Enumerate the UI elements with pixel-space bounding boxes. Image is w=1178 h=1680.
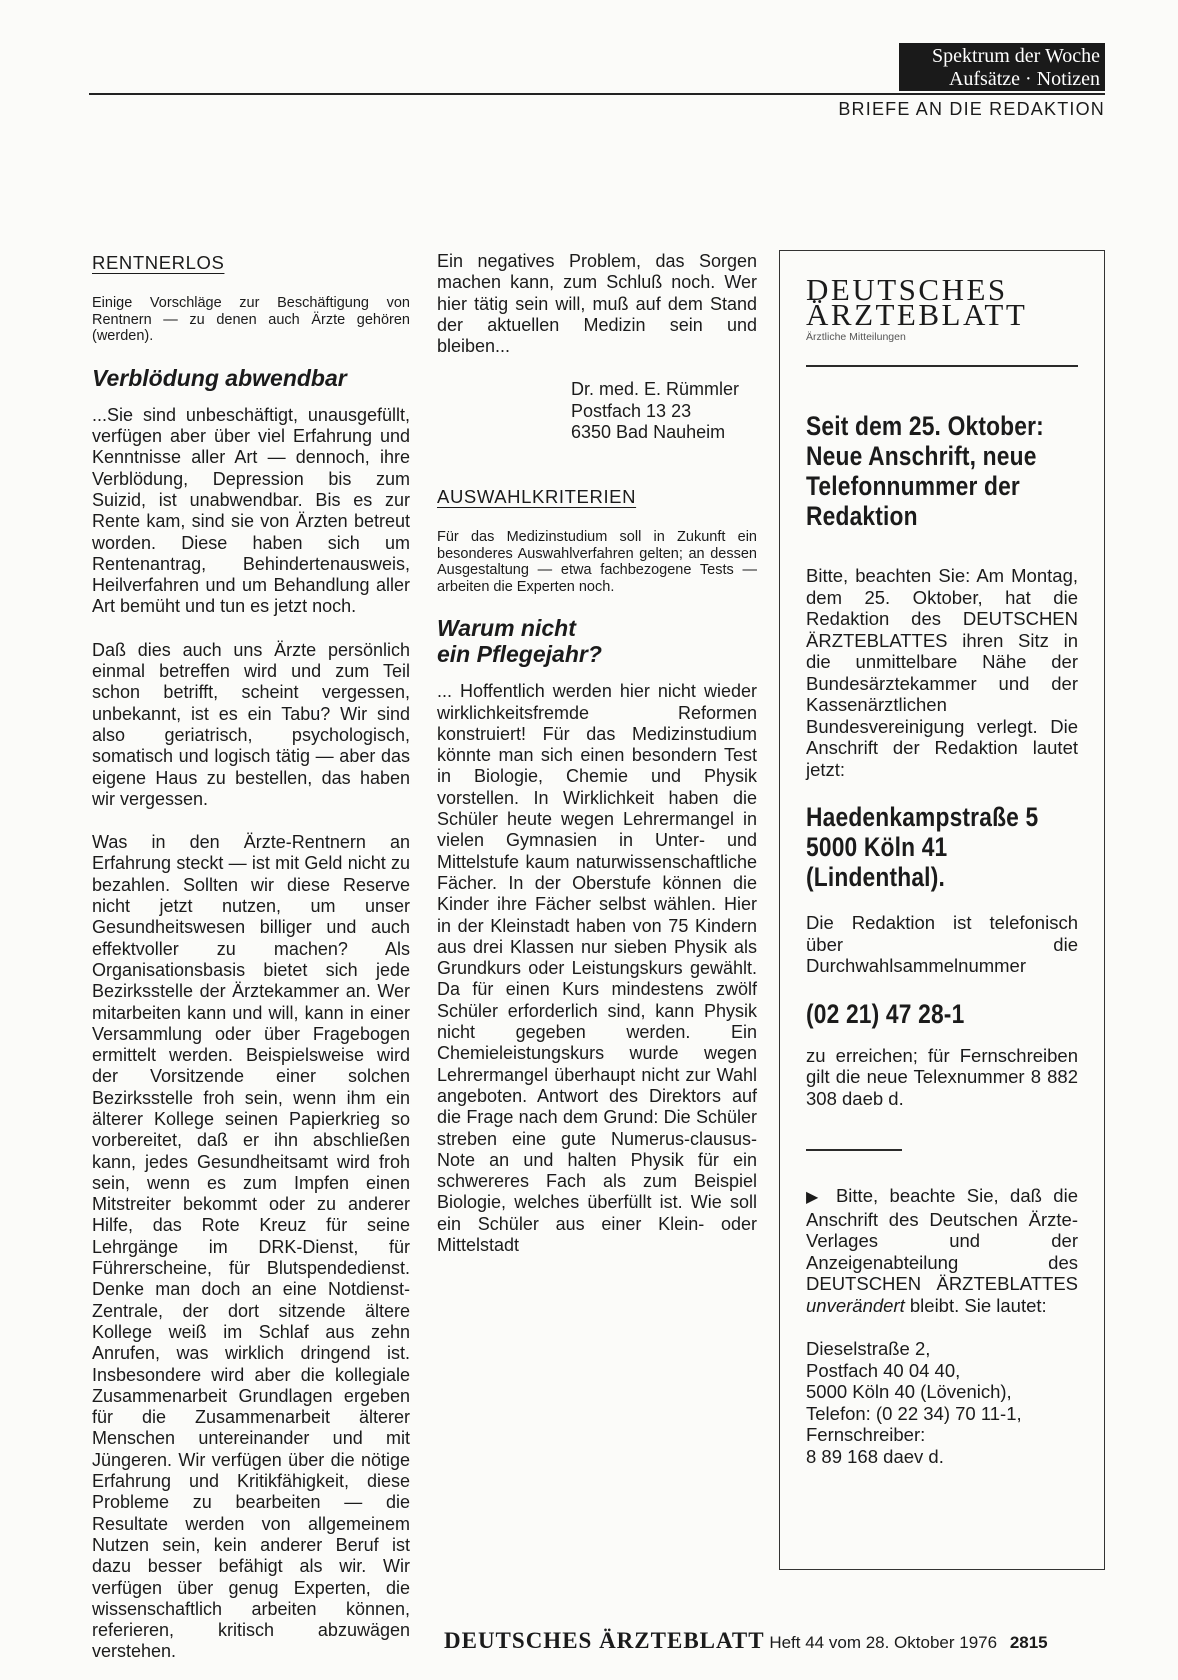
publisher-address-line4: Telefon: (0 22 34) 70 11-1,: [806, 1402, 1022, 1424]
header-rule: [89, 93, 1105, 95]
notice-paragraph-4-tail: bleibt. Sie lautet:: [909, 1294, 1047, 1316]
publisher-address-line3: 5000 Köln 40 (Lövenich),: [806, 1381, 1012, 1402]
letter1-paragraph-3: Was in den Ärzte-Rentnern an Erfahrung steckt — ist mit Geld nicht zu bezahlen. Sollten wir diese Reserve nicht jetzt nutzen, um unser Gesundheitswesen billiger und auch effektvoller zu machen? Als Organisationsbasis bietet sich jede Bezirksstelle der Ärztekammer an. Wer mitarbeiten kann und will, kann in einer Versammlung oder über Fragebogen ermittelt werden. Beispielsweise wird der Vorsitzende einer solchen Bezirksstelle froh sein, wenn ihm ein älterer Kollege seinen Papierkrieg so vorbereitet, daß er ihn abschließen kann, jedes Gesundheitsamt wird froh sein, wenn es zum Impfen einen Mitstreiter bekommt oder zu anderer Hilfe, das Rote Kreuz für seine Lehrgänge im DRK-Dienst, für Führerscheine, für Blutspendedienst. Denke man doch an eine Notdienst-Zentrale, der dort sitzende ältere Kollege weiß im Schlaf aus zehn Anrufen, was wirklich dringend ist. Insbesondere wird aber die kollegiale Zusammenarbeit Grundlagen ergeben für die Zusammenarbeit älterer Menschen untereinander und mit Jüngeren. Wir verfügen über die nötige Erfahrung und Kritikfähigkeit, diese Probleme zu bearbeiten — die Resultate werden von allgemeinem Nutzen sein, kein anderer Beruf ist dazu besser befähigt als wir. Wir verfügen über genug Experten, die wissenschaftlich arbeiten können, referieren, kritisch abzuwägen verstehen.: [92, 832, 410, 1662]
letter1-headline: Verblödung abwendbar: [92, 364, 347, 391]
publisher-address: [806, 1338, 1078, 1467]
notice-body: [806, 411, 1078, 1467]
section-title: BRIEFE AN DIE REDAKTION: [838, 99, 1105, 119]
notice-brand-line2: ÄRZTEBLATT: [806, 297, 1028, 332]
arrow-right-icon: ▶: [806, 1189, 825, 1206]
notice-headline: Seit dem 25. Oktober: Neue Anschrift, neue Telefonnummer der Redaktion: [806, 411, 1044, 531]
notice-brand-subtitle: Ärztliche Mitteilungen: [806, 331, 906, 343]
notice-paragraph-3: zu erreichen; für Fernschreiben gilt die neue Telexnummer 8 882 308 daeb d.: [806, 1044, 1078, 1109]
publisher-address-line6: 8 89 168 daev d.: [806, 1445, 944, 1467]
notice-paragraph-4-text: Bitte, beachte Sie, daß die Anschrift des Deutschen Ärzte-Verlages und der Anzeigenabteilung des DEUTSCHEN ÄRZTEBLATTES: [806, 1185, 1078, 1294]
footer-brand: DEUTSCHES ÄRZTEBLATT: [444, 1628, 765, 1653]
signature-city: 6350 Bad Nauheim: [571, 422, 726, 443]
section-label-line1: Spektrum der Woche: [932, 45, 1100, 67]
letter1-paragraph-2: Daß dies auch uns Ärzte persönlich einmal betreffen wird und zum Teil schon betrifft, scheint vergessen, unbekannt, ist es ein Tabu? Wir sind also geriatrisch, psychologisch, somatisch und logisch tätig — aber das eigene Haus zu bestellen, das haben wir vergessen.: [92, 639, 410, 809]
publisher-address-line2: Postfach 40 04 40,: [806, 1359, 961, 1381]
publisher-address-line1: Dieselstraße 2,: [806, 1338, 931, 1359]
footer-page-number: 2815: [1009, 1633, 1048, 1652]
column-1: [92, 252, 410, 1680]
signature-postbox: Postfach 13 23: [571, 400, 692, 421]
notice-box: [779, 250, 1105, 1570]
letter2-intro: Für das Medizinstudium soll in Zukunft ein besonderes Auswahlverfahren gelten; an dessen Ausgestaltung — etwa fachbezogene Tests — arbeiten die Experten noch.: [437, 529, 757, 595]
letter1-paragraph-4: Ein negatives Problem, das Sorgen machen kann, zum Schluß noch. Wer hier tätig sein will, muß auf dem Stand der aktuellen Medizin sein und bleiben...: [437, 251, 757, 357]
notice-paragraph-4-emphasis: unverändert: [806, 1294, 905, 1316]
section-label-box: [899, 43, 1105, 91]
letter2-headline-line1: Warum nicht: [437, 615, 576, 642]
notice-brand-line1: DEUTSCHES: [806, 272, 1008, 307]
notice-phone: (02 21) 47 28-1: [806, 998, 965, 1029]
notice-new-address: Haedenkampstraße 5 5000 Köln 41 (Lindenthal).: [806, 802, 1039, 892]
notice-rule-top: [806, 365, 1078, 367]
letter1-signature: [437, 379, 757, 444]
notice-paragraph-2: Die Redaktion ist telefonisch über die Durchwahlsammelnummer: [806, 912, 1078, 976]
notice-paragraph-4: [806, 1185, 1078, 1316]
section-label-line2: Aufsätze · Notizen: [948, 68, 1100, 90]
letter2-headline-line2: ein Pflegejahr?: [437, 641, 602, 668]
letter1-intro: Einige Vorschläge zur Beschäftigung von Rentnern — zu denen auch Ärzte gehören (werden).: [92, 295, 410, 345]
letter2-rubric: AUSWAHLKRITERIEN: [437, 485, 637, 507]
footer-issue: Heft 44 vom 28. Oktober 1976: [769, 1633, 998, 1652]
letter2-paragraph-1: ... Hoffentlich werden hier nicht wieder wirklichkeitsfremde Reformen konstruiert! Für das Medizinstudium könnte man sich einen besondern Test in Biologie, Chemie und Physik vorstellen. In Wirklichkeit haben die Schüler heute wegen Lehrermangel in vielen Gymnasien in Unter- und Mittelstufe kaum naturwissenschaftliche Fächer. In der Oberstufe können die Kinder ihre Fächer selbst wählen. Hier in der Kleinstadt haben von 75 Kindern aus drei Klassen nur sieben Physik als Grundkurs oder Leistungskurs gewählt. Da für einen Kurs mindestens zwölf Schüler erforderlich sind, kann Physik nicht gegeben werden. Ein Chemieleistungskurs wurde wegen Lehrermangel überhaupt nicht zur Wahl angeboten. Antwort des Direktors auf die Frage nach dem Grund: Die Schüler streben eine gute Numerus-clausus-Note an und halten Physik für ein schwereres Fach als zum Beispiel Biologie, welches überfüllt ist. Wie soll ein Schüler aus einer Klein- oder Mittelstadt: [437, 681, 757, 1255]
signature-name: Dr. med. E. Rümmler: [571, 379, 740, 400]
column-2: [437, 251, 757, 1256]
publisher-address-line5: Fernschreiber:: [806, 1424, 926, 1445]
letter1-paragraph-1: ...Sie sind unbeschäftigt, unausgefüllt, verfügen aber über viel Erfahrung und Kenntnisse aller Art — dennoch, ihre Verblödung, Depression bis zum Suizid, ist unabwendbar. Bis es zur Rente kam, sind sie von Ärzten betreut worden. Diese haben sich um Rentenantrag, Behindertenausweis, Heilverfahren und um Behandlung aller Art bemüht und tun es jetzt noch.: [92, 404, 410, 617]
notice-paragraph-1: Bitte, beachten Sie: Am Montag, dem 25. Oktober, hat die Redaktion des DEUTSCHEN ÄRZTEBLATTES ihren Sitz in die unmittelbare Nähe der Bundesärztekammer und der Kassenärztlichen Bundesvereinigung verlegt. Die Anschrift der Redaktion lautet jetzt:: [806, 565, 1078, 780]
letter2-headline: [437, 615, 757, 667]
notice-rule-short: [806, 1149, 902, 1151]
page-footer: [444, 1628, 1048, 1654]
letter1-rubric: RENTNERLOS: [92, 252, 225, 273]
